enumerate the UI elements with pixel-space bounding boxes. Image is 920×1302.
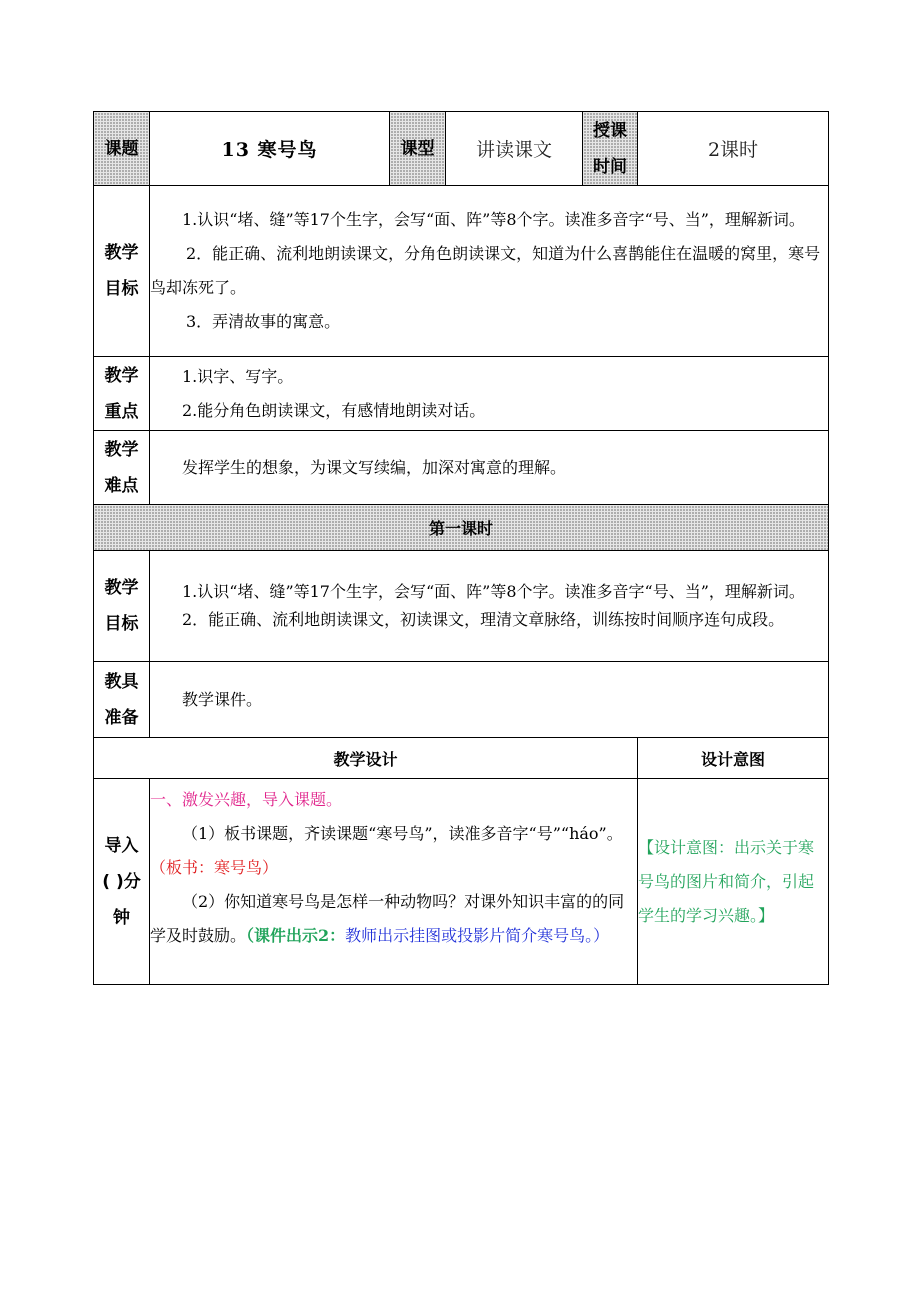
prep-label: [94, 662, 150, 738]
topic-label: 课题: [94, 112, 150, 186]
intro-heading: 一、激发兴趣，导入课题。: [150, 790, 343, 809]
prep-label-line-2: 准备: [104, 707, 139, 728]
intro-label: [94, 779, 150, 985]
focus-item-1: 1.识字、写字。: [182, 366, 294, 386]
design-header-row: [94, 738, 829, 779]
intro-step-2-text: （2）你知道寒号鸟是怎样一种动物吗？对课外知识丰富的的同学及时鼓励。: [150, 892, 625, 945]
time-label: [583, 112, 638, 186]
goal-item-1: 1.认识“堵、缝”等17个生字，会写“面、阵”等8个字。读准多音字“号、当”，理解新词。: [182, 210, 805, 229]
time-label-line-1: 授课: [593, 120, 627, 141]
prep-content: [150, 662, 829, 738]
lesson1-title: 第一课时: [94, 505, 829, 551]
design-column-header: 教学设计: [94, 738, 638, 779]
type-value: 讲读课文: [446, 112, 583, 186]
focus-item-2: 2.能分角色朗读课文，有感情地朗读对话。: [182, 400, 486, 420]
intro-label-line-1: 导入: [104, 835, 139, 856]
intro-row: [94, 779, 829, 985]
goals-row: [94, 186, 829, 357]
intro-step-1-text: （1）板书课题，齐读课题“寒号鸟”，读准多音字“号”“háo”。: [182, 824, 623, 843]
topic-value: 13 寒号鸟: [150, 112, 390, 186]
header-row: [94, 112, 829, 186]
goals-content: [150, 186, 829, 357]
lesson1-goals-row: [94, 551, 829, 662]
intro-step-2-note-green: （课件出示2：: [246, 926, 346, 945]
focus-content: [150, 357, 829, 431]
goal-item-3: 3．弄清故事的寓意。: [186, 312, 341, 331]
intro-step-1-note: （板书：寒号鸟）: [150, 858, 279, 877]
difficulty-label: [94, 431, 150, 505]
difficulty-text: 发挥学生的想象，为课文写续编，加深对寓意的理解。: [182, 457, 567, 477]
goal-item-2: 2．能正确、流利地朗读课文，分角色朗读课文，知道为什么喜鹊能住在温暖的窝里，寒号鸟却冻死了。: [150, 244, 821, 297]
prep-row: [94, 662, 829, 738]
lesson1-goal-2: 2．能正确、流利地朗读课文，初读课文，理清文章脉络，训练按时间顺序连句成段。: [182, 610, 785, 629]
difficulty-content: [150, 431, 829, 505]
prep-text: 教学课件。: [182, 689, 263, 709]
lesson-plan-table: [93, 111, 829, 985]
intro-step-1: [150, 817, 637, 885]
lesson1-goal-1: 1.认识“堵、缝”等17个生字，会写“面、阵”等8个字。读准多音字“号、当”，理解新词。: [182, 582, 805, 601]
difficulty-label-line-1: 教学: [104, 439, 139, 460]
focus-label: [94, 357, 150, 431]
time-label-line-2: 时间: [593, 156, 627, 177]
lesson1-goals-label: [94, 551, 150, 662]
time-value: 2课时: [638, 112, 829, 186]
lesson1-goals-label-line-2: 目标: [104, 614, 139, 634]
focus-label-line-2: 重点: [104, 401, 139, 422]
intro-intent: 【设计意图：出示关于寒号鸟的图片和简介，引起学生的学习兴趣。】: [638, 779, 829, 985]
difficulty-label-line-2: 难点: [104, 475, 139, 496]
intro-label-line-2: ( )分: [102, 871, 141, 892]
prep-label-line-1: 教具: [104, 671, 139, 692]
lesson1-title-row: [94, 505, 829, 551]
goals-label: [94, 186, 150, 357]
lesson1-goals-content: [150, 551, 829, 662]
focus-label-line-1: 教学: [104, 365, 139, 386]
intro-step-2-note-blue: 教师出示挂图或投影片简介寒号鸟。）: [345, 926, 610, 945]
type-label: 课型: [390, 112, 446, 186]
intro-step-2: [150, 885, 637, 953]
intro-content: [150, 779, 638, 985]
lesson1-goals-label-line-1: 教学: [104, 578, 139, 598]
focus-row: [94, 357, 829, 431]
goals-label-line-2: 目标: [104, 279, 139, 299]
difficulty-row: [94, 431, 829, 505]
intent-column-header: 设计意图: [638, 738, 829, 779]
intro-label-line-3: 钟: [113, 907, 130, 928]
goals-label-line-1: 教学: [104, 243, 139, 263]
